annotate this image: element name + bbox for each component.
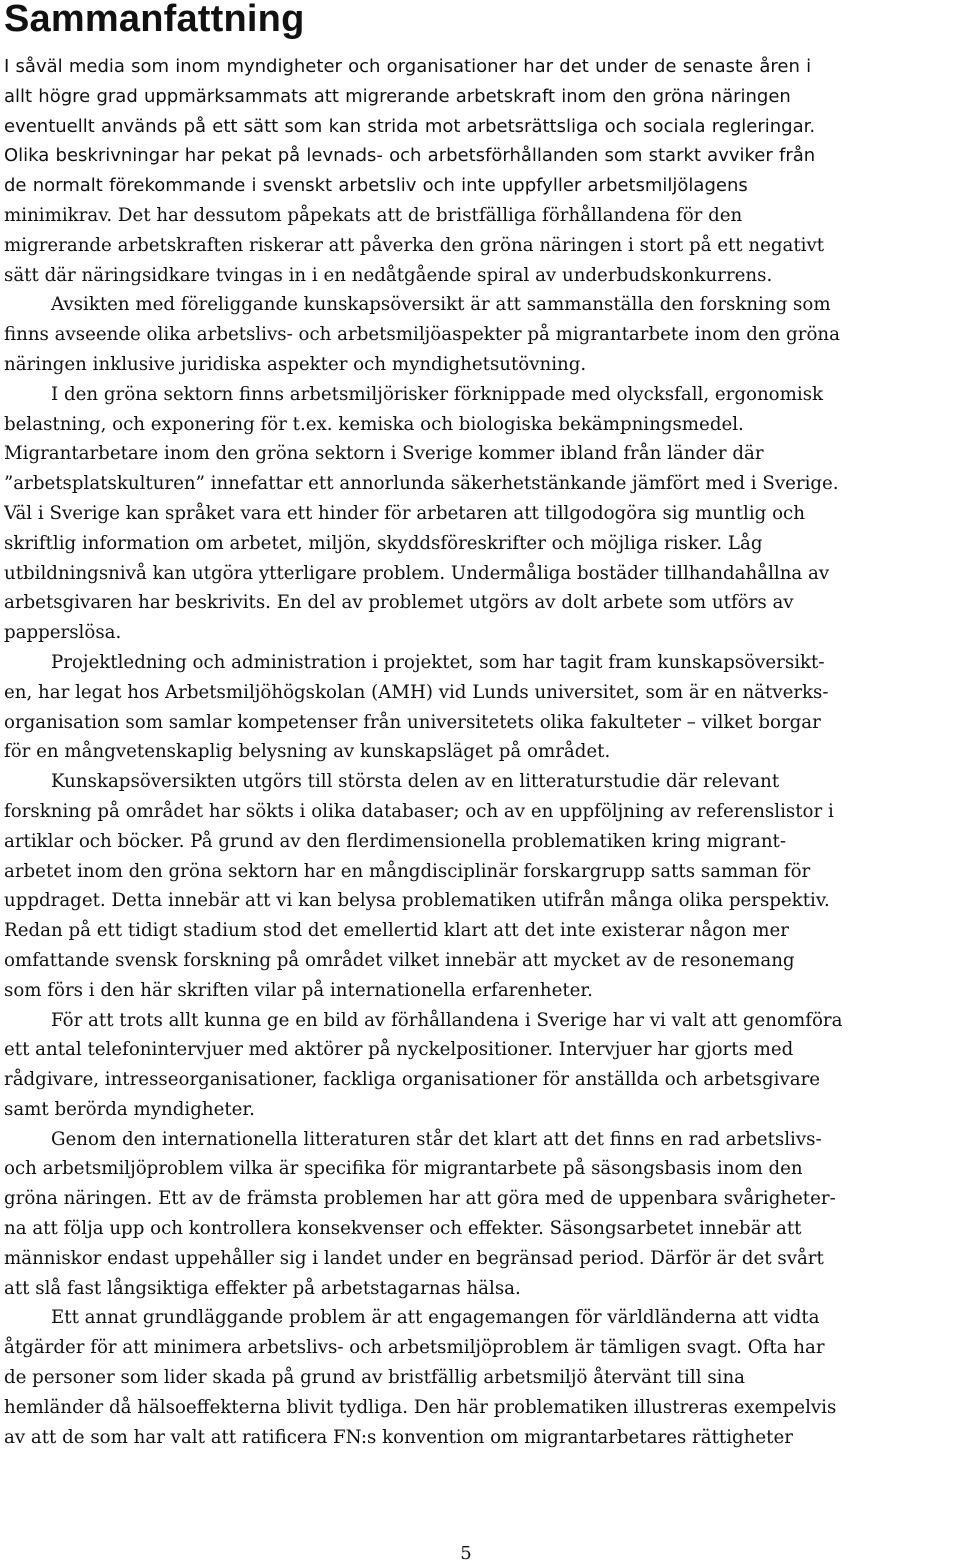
text-line: I den gröna sektorn finns arbetsmiljörisker förknippade med olycksfall, ergonomisk xyxy=(51,383,824,405)
text-line: Avsikten med föreliggande kunskapsöversikt är att sammanställa den forskning som xyxy=(51,294,831,316)
text-line: och arbetsmiljöproblem vilka är specifika för migrantarbete på säsongsbasis inom den xyxy=(4,1158,803,1180)
text-line: de normalt förekommande i svenskt arbetsliv och inte uppfyller arbetsmiljölagens xyxy=(4,175,748,197)
text-line: Kunskapsöversikten utgörs till största delen av en litteraturstudie där relevant xyxy=(51,771,780,793)
text-line: utbildningsnivå kan utgöra ytterligare problem. Undermåliga bostäder tillhandahållna av xyxy=(4,562,830,584)
text-line: Ett annat grundläggande problem är att engagemangen för världländerna att vidta xyxy=(51,1307,820,1329)
text-line: åtgärder för att minimera arbetslivs- och arbetsmiljöproblem är tämligen svagt. Ofta har xyxy=(4,1337,825,1359)
text-line: arbetsgivaren har beskrivits. En del av problemet utgörs av dolt arbete som utförs av xyxy=(4,592,794,614)
page-title: Sammanfattning xyxy=(4,0,305,40)
summary-body xyxy=(4,52,956,1452)
text-line: I såväl media som inom myndigheter och organisationer har det under de senaste åren i xyxy=(4,56,812,77)
text-line: För att trots allt kunna ge en bild av förhållandena i Sverige har vi valt att genomföra xyxy=(51,1009,843,1031)
text-line: forskning på området har sökts i olika databaser; och av en uppföljning av referenslistor i xyxy=(4,800,834,822)
text-line: människor endast uppehåller sig i landet under en begränsad period. Därför är det svårt xyxy=(4,1247,824,1269)
text-line: en, har legat hos Arbetsmiljöhögskolan (AMH) vid Lunds universitet, som är en nätverks- xyxy=(4,681,829,703)
text-line: Genom den internationella litteraturen står det klart att det finns en rad arbetslivs- xyxy=(51,1128,822,1150)
text-line: Redan på ett tidigt stadium stod det emellertid klart att det inte existerar någon mer xyxy=(4,920,789,942)
text-line: belastning, och exponering för t.ex. kemiska och biologiska bekämpningsmedel. xyxy=(4,413,744,435)
text-line: finns avseende olika arbetslivs- och arbetsmiljöaspekter på migrantarbete inom den gröna xyxy=(4,324,840,346)
text-line: näringen inklusive juridiska aspekter och myndighetsutövning. xyxy=(4,353,587,375)
text-line: uppdraget. Detta innebär att vi kan belysa problematiken utifrån många olika perspektiv. xyxy=(4,890,830,912)
text-line: artiklar och böcker. På grund av den flerdimensionella problematiken kring migrant- xyxy=(4,830,786,852)
text-line: av att de som har valt att ratificera FN:s konvention om migrantarbetares rättigheter xyxy=(4,1426,793,1448)
text-line: organisation som samlar kompetenser från universitetets olika fakulteter – vilket borgar xyxy=(4,711,821,733)
text-line: arbetet inom den gröna sektorn har en mångdisciplinär forskargrupp satts samman för xyxy=(4,860,811,882)
text-line: Migrantarbetare inom den gröna sektorn i Sverige kommer ibland från länder där xyxy=(4,443,764,465)
text-line: migrerande arbetskraften riskerar att påverka den gröna näringen i stort på ett negativt xyxy=(4,234,825,256)
text-line: papperslösa. xyxy=(4,622,122,644)
text-line: Olika beskrivningar har pekat på levnads- och arbetsförhållanden som starkt avviker från xyxy=(4,145,816,167)
text-line: för en mångvetenskaplig belysning av kunskapsläget på området. xyxy=(4,741,611,763)
text-line: de personer som lider skada på grund av bristfällig arbetsmiljö återvänt till sina xyxy=(4,1367,746,1389)
page-number: 5 xyxy=(460,1543,472,1564)
text-line: ”arbetsplatskulturen” innefattar ett annorlunda säkerhetstänkande jämfört med i Sverige. xyxy=(4,473,839,495)
text-line: rådgivare, intresseorganisationer, fackliga organisationer för anställda och arbetsgivare xyxy=(4,1069,821,1091)
text-line: att slå fast långsiktiga effekter på arbetstagarnas hälsa. xyxy=(4,1277,521,1299)
text-line: eventuellt används på ett sätt som kan strida mot arbetsrättsliga och sociala regleringar. xyxy=(4,115,816,137)
text-line: Väl i Sverige kan språket vara ett hinder för arbetaren att tillgodogöra sig muntlig och xyxy=(4,502,805,524)
text-line: Projektledning och administration i projektet, som har tagit fram kunskapsöversikt- xyxy=(51,651,825,673)
text-line: minimikrav. Det har dessutom påpekats att de bristfälliga förhållandena för den xyxy=(4,204,743,226)
text-line: som förs i den här skriften vilar på internationella erfarenheter. xyxy=(4,979,593,1001)
text-line: sätt där näringsidkare tvingas in i en nedåtgående spiral av underbudskonkurrens. xyxy=(4,264,773,286)
text-line: hemländer då hälsoeffekterna blivit tydliga. Den här problematiken illustreras exempelvis xyxy=(4,1396,837,1418)
text-line: samt berörda myndigheter. xyxy=(4,1098,255,1120)
text-line: skriftlig information om arbetet, miljön, skyddsföreskrifter och möjliga risker. Låg xyxy=(4,532,763,554)
text-line: na att följa upp och kontrollera konsekvenser och effekter. Säsongsarbetet innebär att xyxy=(4,1218,802,1240)
text-line: ett antal telefonintervjuer med aktörer på nyckelpositioner. Intervjuer har gjorts med xyxy=(4,1039,794,1061)
text-line: allt högre grad uppmärksammats att migrerande arbetskraft inom den gröna näringen xyxy=(4,85,791,107)
text-line: omfattande svensk forskning på området vilket innebär att mycket av de resonemang xyxy=(4,949,795,971)
text-line: gröna näringen. Ett av de främsta problemen har att göra med de uppenbara svårigheter- xyxy=(4,1188,836,1210)
